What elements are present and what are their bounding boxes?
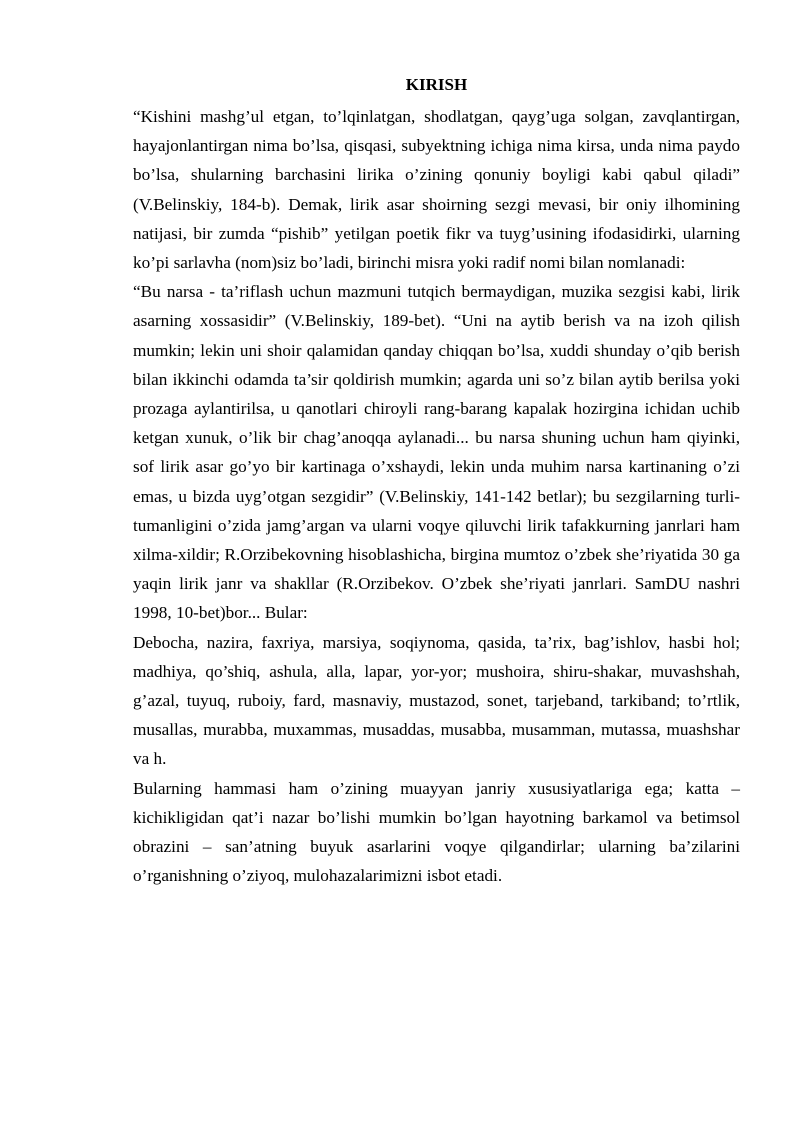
page-title: KIRISH [405, 75, 468, 94]
paragraph-2: “Bu narsa - ta’riflash uchun mazmuni tutqich bermaydigan, muzika sezgisi kabi, lirik asarning xossasidir” (V.Belinskiy, 189-bet). “Uni na aytib berish va na izoh qilish mumkin; lekin uni shoir qalamidan qanday chiqqan bo’lsa, xuddi shunday o’qib berish bilan ikkinchi odamda ta’sir qoldirish mumkin; agarda uni so’z bilan aytib berilsa yoki prozaga aylantirilsa, u qanotlari chiroyli rang-barang kapalak hozirgina ichidan uchib ketgan xunuk, o’lik bir chag’anoqqa aylanadi... bu narsa shuning uchun ham qiyinki, sof lirik asar go’yo bir kartinaga o’xshaydi, lekin unda muhim narsa kartinaning o’zi emas, u bizda uyg’otgan sezgidir” (V.Belinskiy, 141-142 betlar); bu sezgilarning turli-tumanligini o’zida jamg’argan va ularni voqye qiluvchi lirik tafakkurning janrlari ham xilma-xildir; R.Orzibekovning hisoblashicha, birgina mumtoz o’zbek she’riyatida 30 ga yaqin lirik janr va shakllar (R.Orzibekov. O’zbek she’riyati janrlari. SamDU nashri 1998, 10-bet)bor... Bular: [133, 282, 740, 623]
document-page [133, 74, 740, 890]
paragraph-4: Bularning hammasi ham o’zining muayyan janriy xususiyatlariga ega; katta – kichikligidan qat’i nazar bo’lishi mumkin bo’lgan hayotning barkamol va betimsol obrazini – san’atning buyuk asarlarini voqye qilgandirlar; ularning ba’zilarini o’rganishning o’ziyoq, mulohazalarimizni isbot etadi. [133, 778, 740, 886]
paragraph-1: “Kishini mashg’ul etgan, to’lqinlatgan, shodlatgan, qayg’uga solgan, zavqlantirgan, hayajonlantirgan nima bo’lsa, qisqasi, subyektning ichiga nima kirsa, unda nima paydo bo’lsa, shularning barchasini lirika o’zining qonuniy boyligi kabi qabul qiladi” (V.Belinskiy, 184-b). Demak, lirik asar shoirning sezgi mevasi, bir oniy ilhomining natijasi, bir zumda “pishib” yetilgan poetik fikr va tuyg’usining ifodasidirki, ularning ko’pi sarlavha (nom)siz bo’ladi, birinchi misra yoki radif nomi bilan nomlanadi: [133, 107, 740, 273]
paragraph-3: Debocha, nazira, faxriya, marsiya, soqiynoma, qasida, ta’rix, bag’ishlov, hasbi hol; madhiya, qo’shiq, ashula, alla, lapar, yor-yor; mushoira, shiru-shakar, muvashshah, g’azal, tuyuq, ruboiy, fard, masnaviy, mustazod, sonet, tarjeband, tarkiband; to’rtlik, musallas, murabba, muxammas, musaddas, musabba, musamman, mutassa, muashshar va h. [133, 632, 740, 769]
